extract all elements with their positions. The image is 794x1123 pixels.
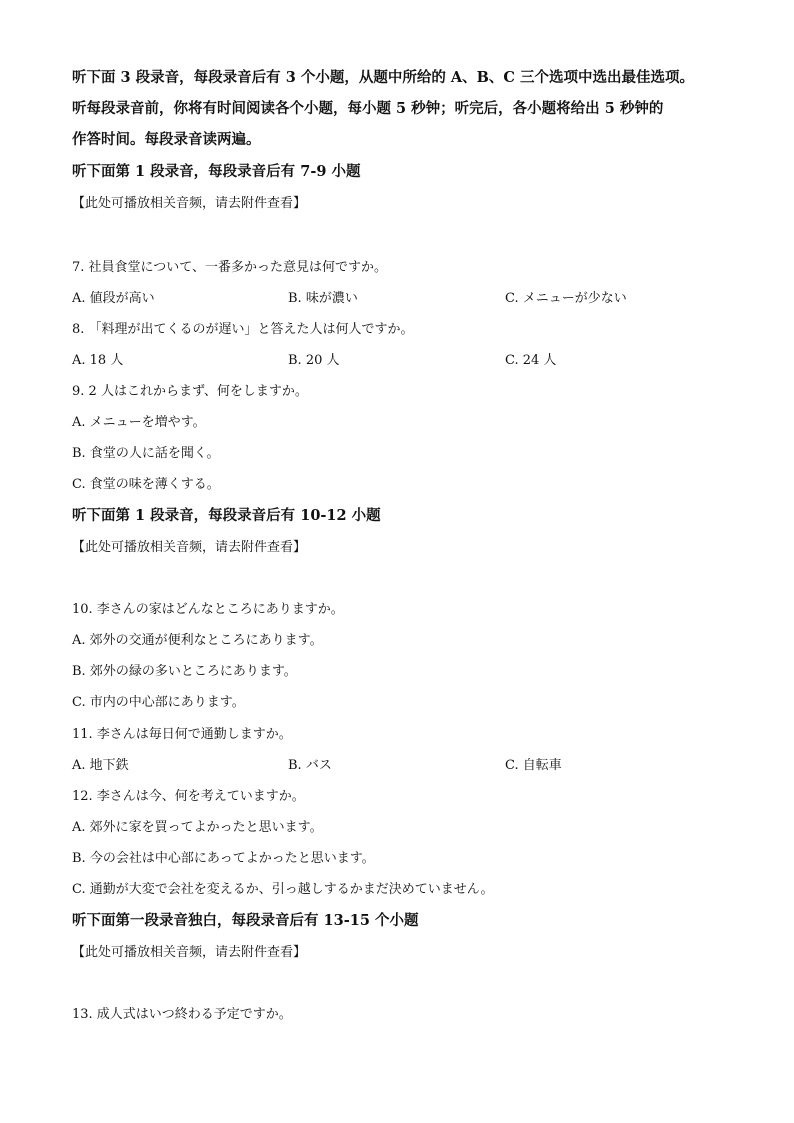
- option-c: C. 自転車: [505, 758, 562, 773]
- question: 8. 「料理が出てくるのが遅い」と答えた人は何人ですか。: [72, 322, 414, 337]
- option-a: A. 地下鉄: [72, 758, 129, 773]
- option-c: C. 通勤が大変で会社を変えるか、引っ越しするかまだ決めていません。: [72, 882, 494, 897]
- question: 10. 李さんの家はどんなところにありますか。: [72, 602, 344, 617]
- option-a: A. 郊外の交通が便利なところにあります。: [72, 633, 323, 648]
- option-b: B. 20 人: [288, 353, 340, 368]
- option-b: B. 味が濃い: [288, 291, 358, 306]
- question: 9. 2 人はこれからまず、何をしますか。: [72, 384, 308, 399]
- audio-note: 【此处可播放相关音频，请去附件查看】: [72, 196, 307, 211]
- question: 11. 李さんは毎日何で通勤しますか。: [72, 727, 292, 742]
- option-b: B. 今の会社は中心部にあってよかったと思います。: [72, 851, 375, 866]
- section-heading: 听下面第 1 段录音，每段录音后有 7-9 小题: [72, 163, 361, 180]
- question: 13. 成人式はいつ終わる予定ですか。: [72, 1007, 292, 1022]
- option-a: A. 18 人: [72, 353, 124, 368]
- option-c: C. 市内の中心部にあります。: [72, 695, 245, 710]
- option-b: B. 郊外の緑の多いところにあります。: [72, 664, 297, 679]
- option-c: C. 24 人: [505, 353, 557, 368]
- option-a: A. メニューを増やす。: [72, 415, 206, 430]
- intro-line-2: 听每段录音前，你将有时间阅读各个小题，每小题 5 秒钟；听完后，各小题将给出 5 秒钟的: [72, 100, 664, 117]
- section-heading: 听下面第一段录音独白，每段录音后有 13-15 个小题: [72, 912, 419, 929]
- question: 12. 李さんは今、何を考えていますか。: [72, 789, 305, 804]
- option-a: A. 郊外に家を買ってよかったと思います。: [72, 820, 323, 835]
- question: 7. 社員食堂について、一番多かった意見は何ですか。: [72, 260, 388, 275]
- option-b: B. バス: [288, 758, 332, 773]
- option-b: B. 食堂の人に話を聞く。: [72, 446, 220, 461]
- option-a: A. 値段が高い: [72, 291, 155, 306]
- option-c: C. 食堂の味を薄くする。: [72, 477, 220, 492]
- audio-note: 【此处可播放相关音频，请去附件查看】: [72, 945, 307, 960]
- option-c: C. メニューが少ない: [505, 291, 627, 306]
- intro-line-1: 听下面 3 段录音，每段录音后有 3 个小题，从题中所给的 A、B、C 三个选项中选出最佳选项。: [72, 69, 695, 86]
- audio-note: 【此处可播放相关音频，请去附件查看】: [72, 540, 307, 555]
- section-heading: 听下面第 1 段录音，每段录音后有 10-12 小题: [72, 507, 381, 524]
- intro-line-3: 作答时间。每段录音读两遍。: [72, 131, 261, 148]
